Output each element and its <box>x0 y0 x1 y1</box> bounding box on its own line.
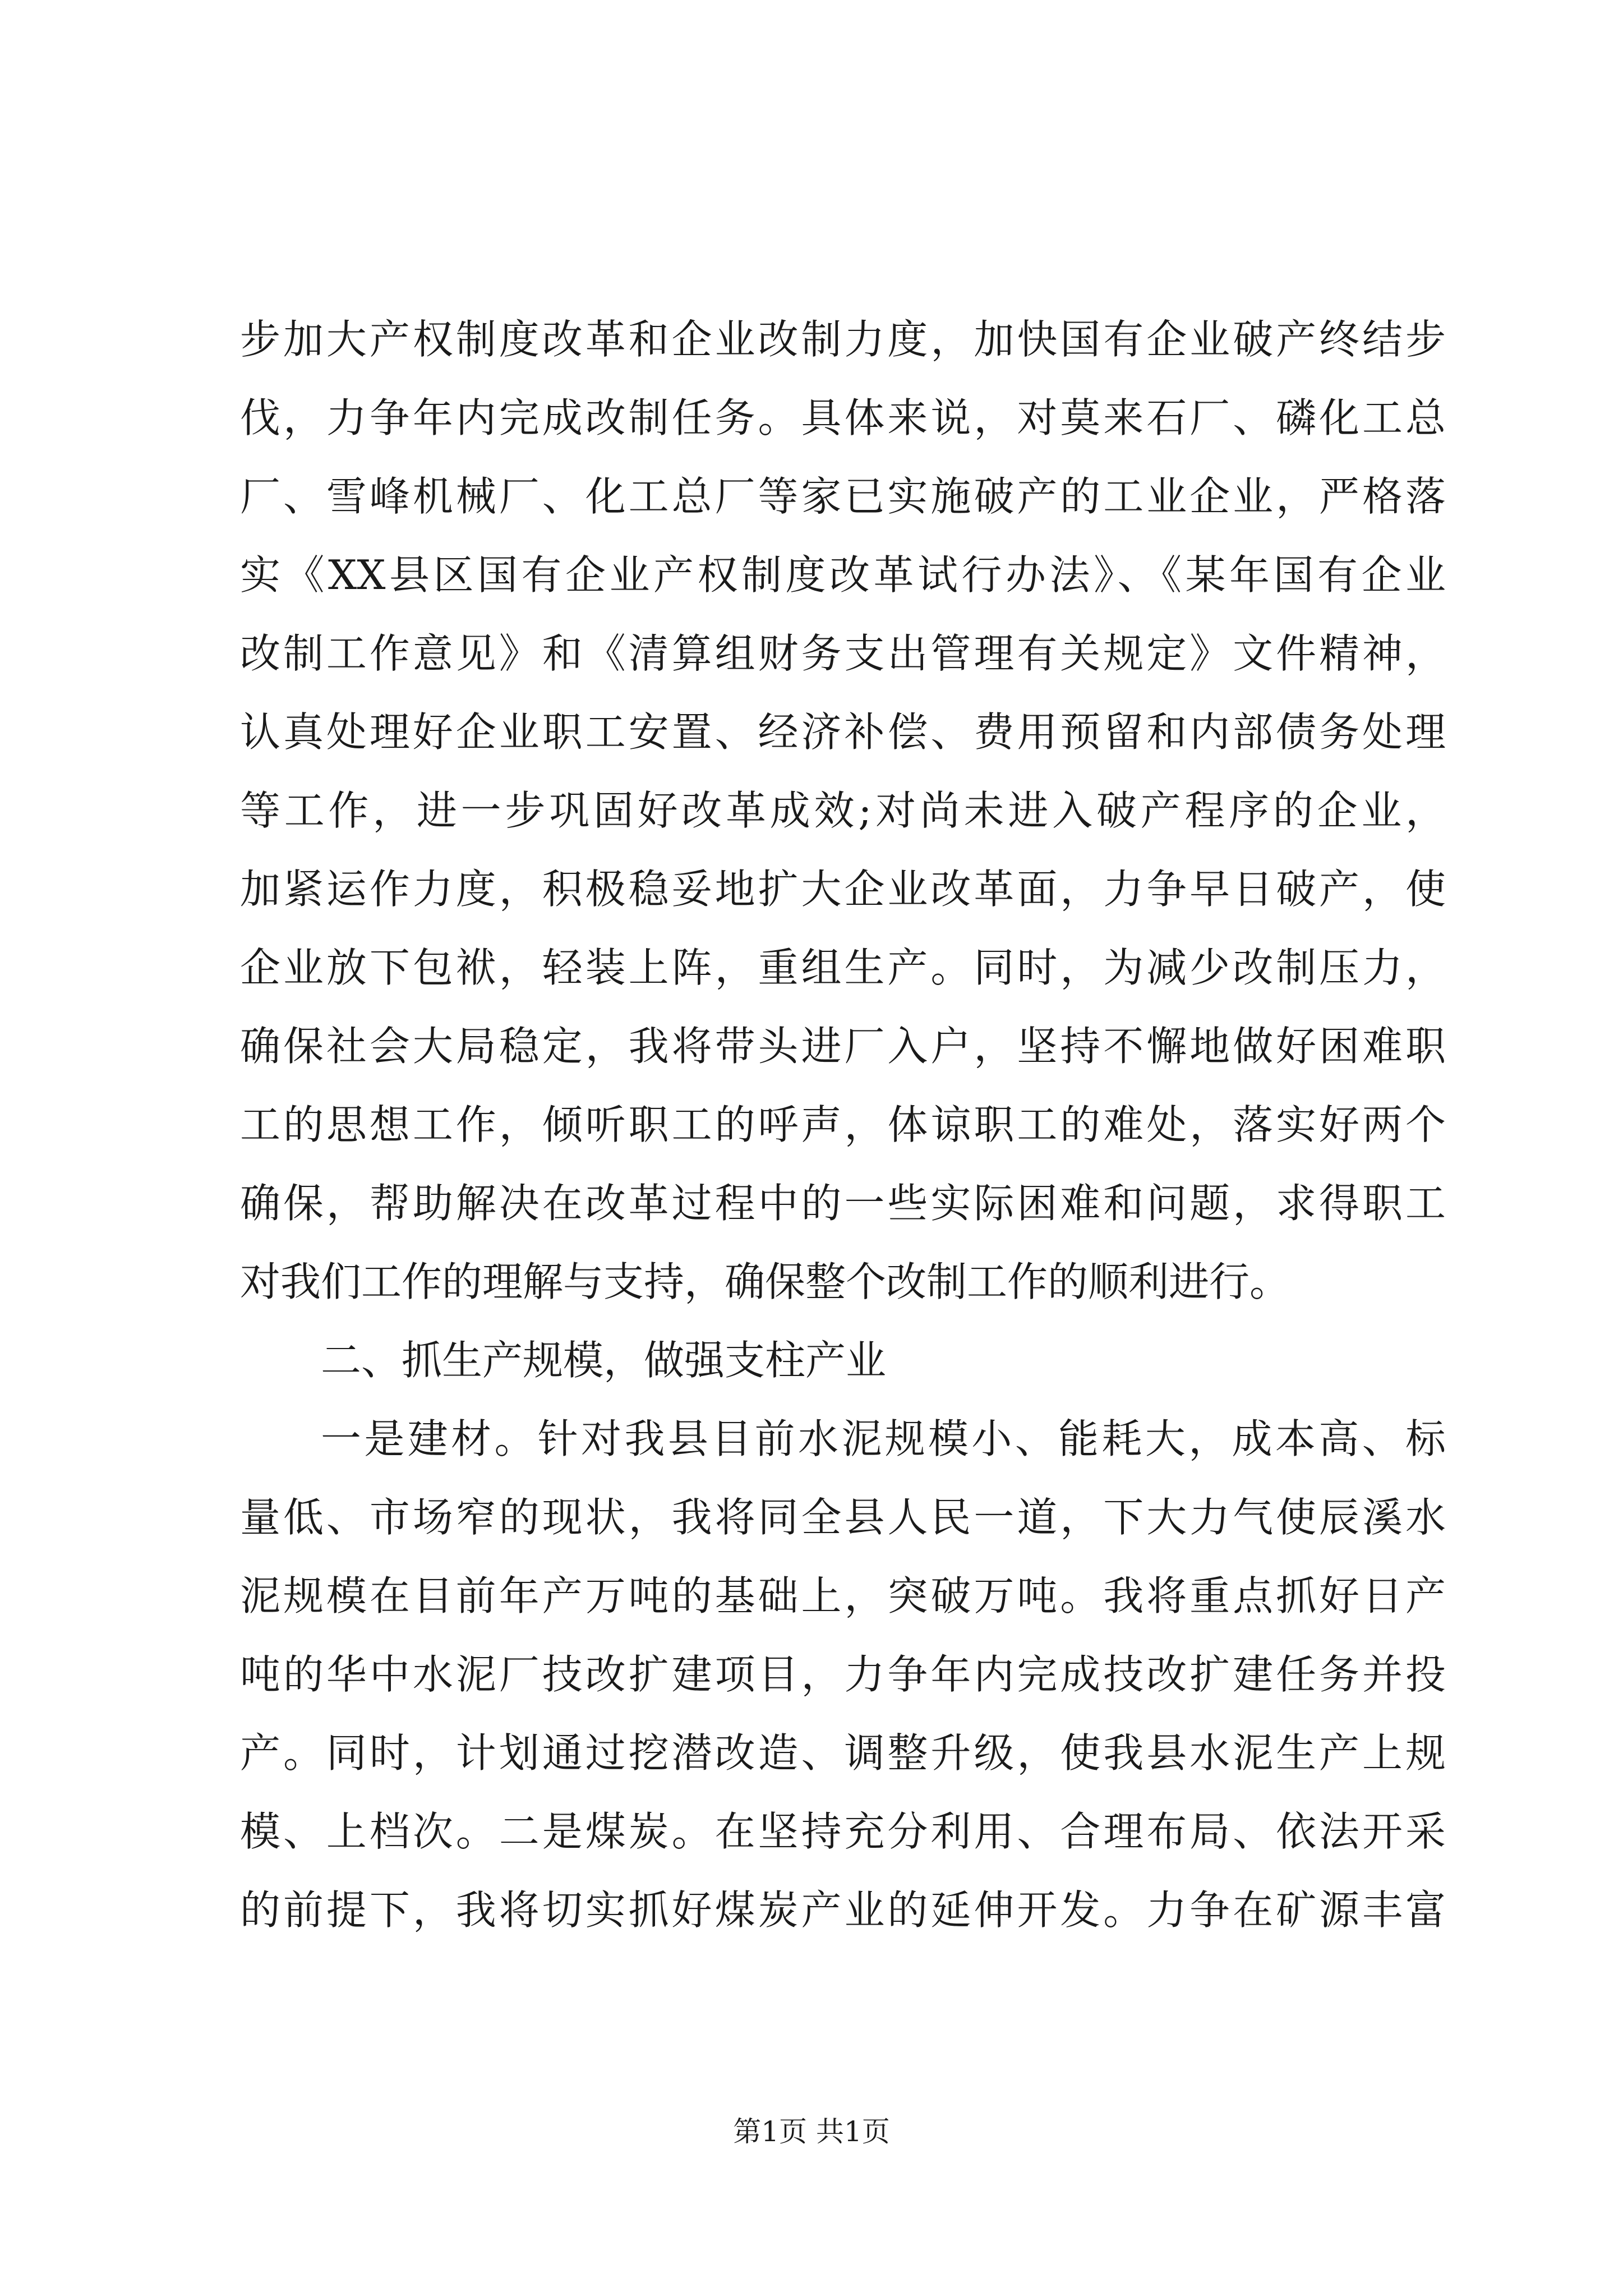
section-heading: 二、抓生产规模，做强支柱产业 <box>321 1337 887 1384</box>
text-line: 实《XX县区国有企业产权制度改革试行办法》、《某年国有企业 <box>240 551 1446 599</box>
text-line: 量低、市场窄的现状，我将同全县人民一道，下大力气使辰溪水 <box>240 1494 1446 1541</box>
text-line: 加紧运作力度，积极稳妥地扩大企业改革面，力争早日破产，使 <box>240 866 1446 913</box>
text-line: 的前提下，我将切实抓好煤炭产业的延伸开发。力争在矿源丰富 <box>240 1887 1446 1934</box>
text-line: 等工作，进一步巩固好改革成效;对尚未进入破产程序的企业， <box>240 787 1446 834</box>
text-line: 模、上档次。二是煤炭。在坚持充分利用、合理布局、依法开采 <box>240 1808 1446 1855</box>
text-line: 改制工作意见》和《清算组财务支出管理有关规定》文件精神， <box>240 630 1446 677</box>
text-line: 认真处理好企业职工安置、经济补偿、费用预留和内部债务处理 <box>240 708 1446 756</box>
page-number: 第1页 共1页 <box>733 2115 890 2148</box>
text-line: 产。同时，计划通过挖潜改造、调整升级，使我县水泥生产上规 <box>240 1729 1446 1777</box>
text-line: 对我们工作的理解与支持，确保整个改制工作的顺利进行。 <box>240 1258 1290 1305</box>
page-footer <box>0 2109 1623 2150</box>
text-line: 吨的华中水泥厂技改扩建项目，力争年内完成技改扩建任务并投 <box>240 1651 1446 1698</box>
text-line: 确保社会大局稳定，我将带头进厂入户，坚持不懈地做好困难职 <box>240 1023 1446 1070</box>
text-line: 厂、雪峰机械厂、化工总厂等家已实施破产的工业企业，严格落 <box>240 473 1446 520</box>
text-line: 伐，力争年内完成改制任务。具体来说，对莫来石厂、磷化工总 <box>240 394 1446 441</box>
text-line: 工的思想工作，倾听职工的呼声，体谅职工的难处，落实好两个 <box>240 1101 1446 1148</box>
text-line: 一是建材。针对我县目前水泥规模小、能耗大，成本高、标 <box>321 1415 1446 1462</box>
text-line: 企业放下包袱，轻装上阵，重组生产。同时，为减少改制压力， <box>240 944 1446 991</box>
text-line: 步加大产权制度改革和企业改制力度，加快国有企业破产终结步 <box>240 316 1446 363</box>
text-line: 泥规模在目前年产万吨的基础上，突破万吨。我将重点抓好日产 <box>240 1572 1446 1619</box>
text-line: 确保，帮助解决在改革过程中的一些实际困难和问题，求得职工 <box>240 1180 1446 1227</box>
